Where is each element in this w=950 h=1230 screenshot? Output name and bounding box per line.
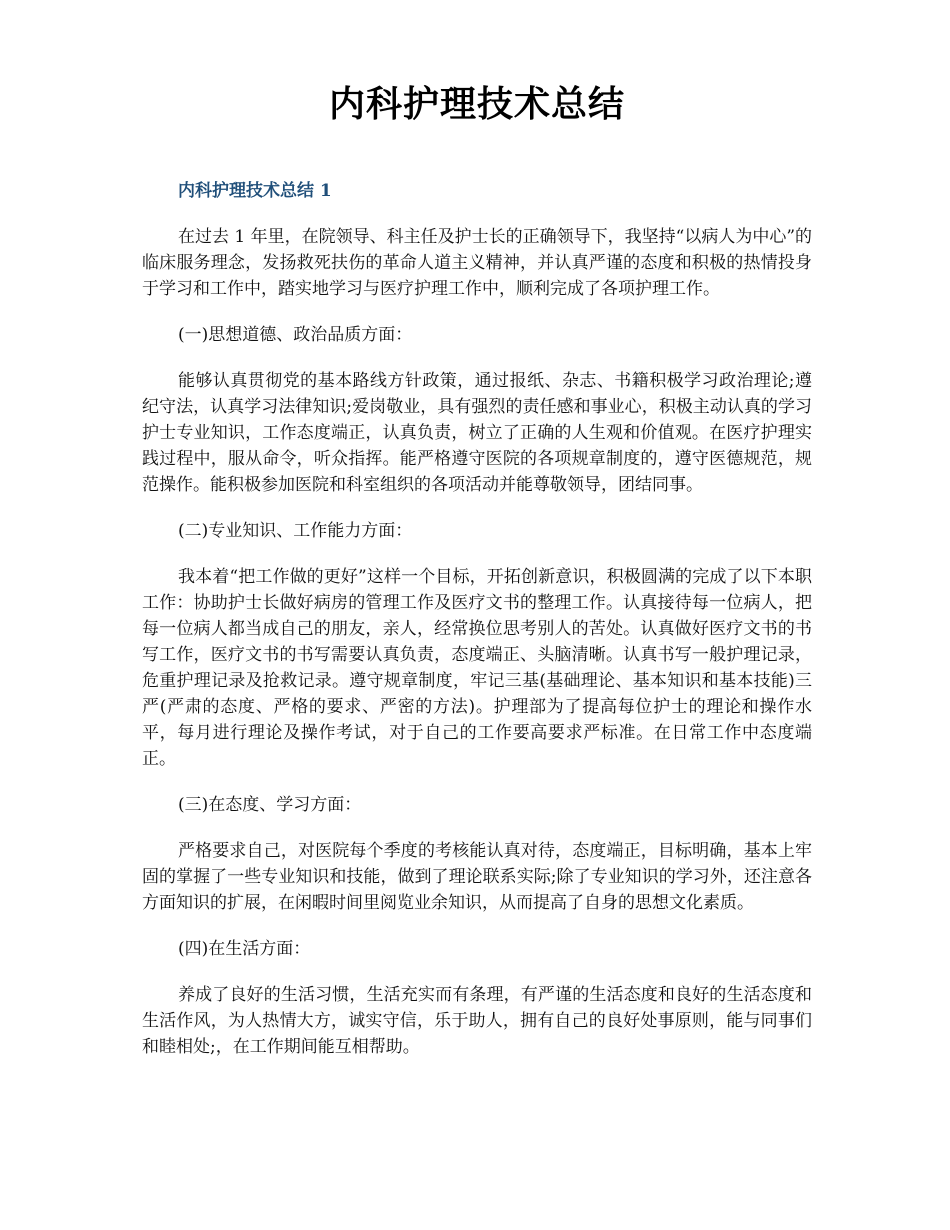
paragraph-politics: 能够认真贯彻党的基本路线方针政策，通过报纸、杂志、书籍积极学习政治理论;遵纪守法，认真学习法律知识;爱岗敬业，具有强烈的责任感和事业心，积极主动认真的学习护士专业知识，工作态度端正，认真负责，树立了正确的人生观和价值观。在医疗护理实践过程中，服从命令，听众指挥。能严格遵守医院的各项规章制度的，遵守医德规范，规范操作。能积极参加医院和科室组织的各项活动并能尊敬领导，团结同事。	[142, 371, 812, 495]
subheading-attitude: (三)在态度、学习方面：	[178, 795, 362, 815]
subheading-professional: (二)专业知识、工作能力方面：	[178, 521, 413, 541]
paragraph-life: 养成了良好的生活习惯，生活充实而有条理，有严谨的生活态度和良好的生活态度和生活作风，为人热情大方，诚实守信，乐于助人，拥有自己的良好处事原则，能与同事们和睦相处;，在工作期间能互相帮助。	[142, 985, 812, 1057]
paragraph-professional: 我本着“把工作做的更好”这样一个目标，开拓创新意识，积极圆满的完成了以下本职工作：协助护士长做好病房的管理工作及医疗文书的整理工作。认真接待每一位病人，把每一位病人都当成自己的朋友，亲人，经常换位思考别人的苦处。认真做好医疗文书的书写工作，医疗文书的书写需要认真负责，态度端正、头脑清晰。认真书写一般护理记录，危重护理记录及抢救记录。遵守规章制度，牢记三基(基础理论、基本知识和基本技能)三严(严肃的态度、严格的要求、严密的方法)。护理部为了提高每位护士的理论和操作水平，每月进行理论及操作考试，对于自己的工作要高要求严标准。在日常工作中态度端正。	[142, 567, 812, 769]
document-title: 内科护理技术总结	[328, 83, 625, 125]
paragraph-attitude: 严格要求自己，对医院每个季度的考核能认真对待，态度端正，目标明确，基本上牢固的掌握了一些专业知识和技能，做到了理论联系实际;除了专业知识的学习外，还注意各方面知识的扩展，在闲暇时间里阅览业余知识，从而提高了自身的思想文化素质。	[142, 841, 812, 913]
document-page	[142, 78, 812, 1080]
intro-paragraph: 在过去 1 年里，在院领导、科主任及护士长的正确领导下，我坚持“以病人为中心”的临床服务理念，发扬救死扶伤的革命人道主义精神，并认真严谨的态度和积极的热情投身于学习和工作中，踏实地学习与医疗护理工作中，顺利完成了各项护理工作。	[142, 227, 813, 299]
subheading-life: (四)在生活方面：	[178, 939, 311, 959]
subheading-politics: (一)思想道德、政治品质方面：	[178, 325, 413, 345]
section-title: 内科护理技术总结 1	[178, 181, 332, 201]
